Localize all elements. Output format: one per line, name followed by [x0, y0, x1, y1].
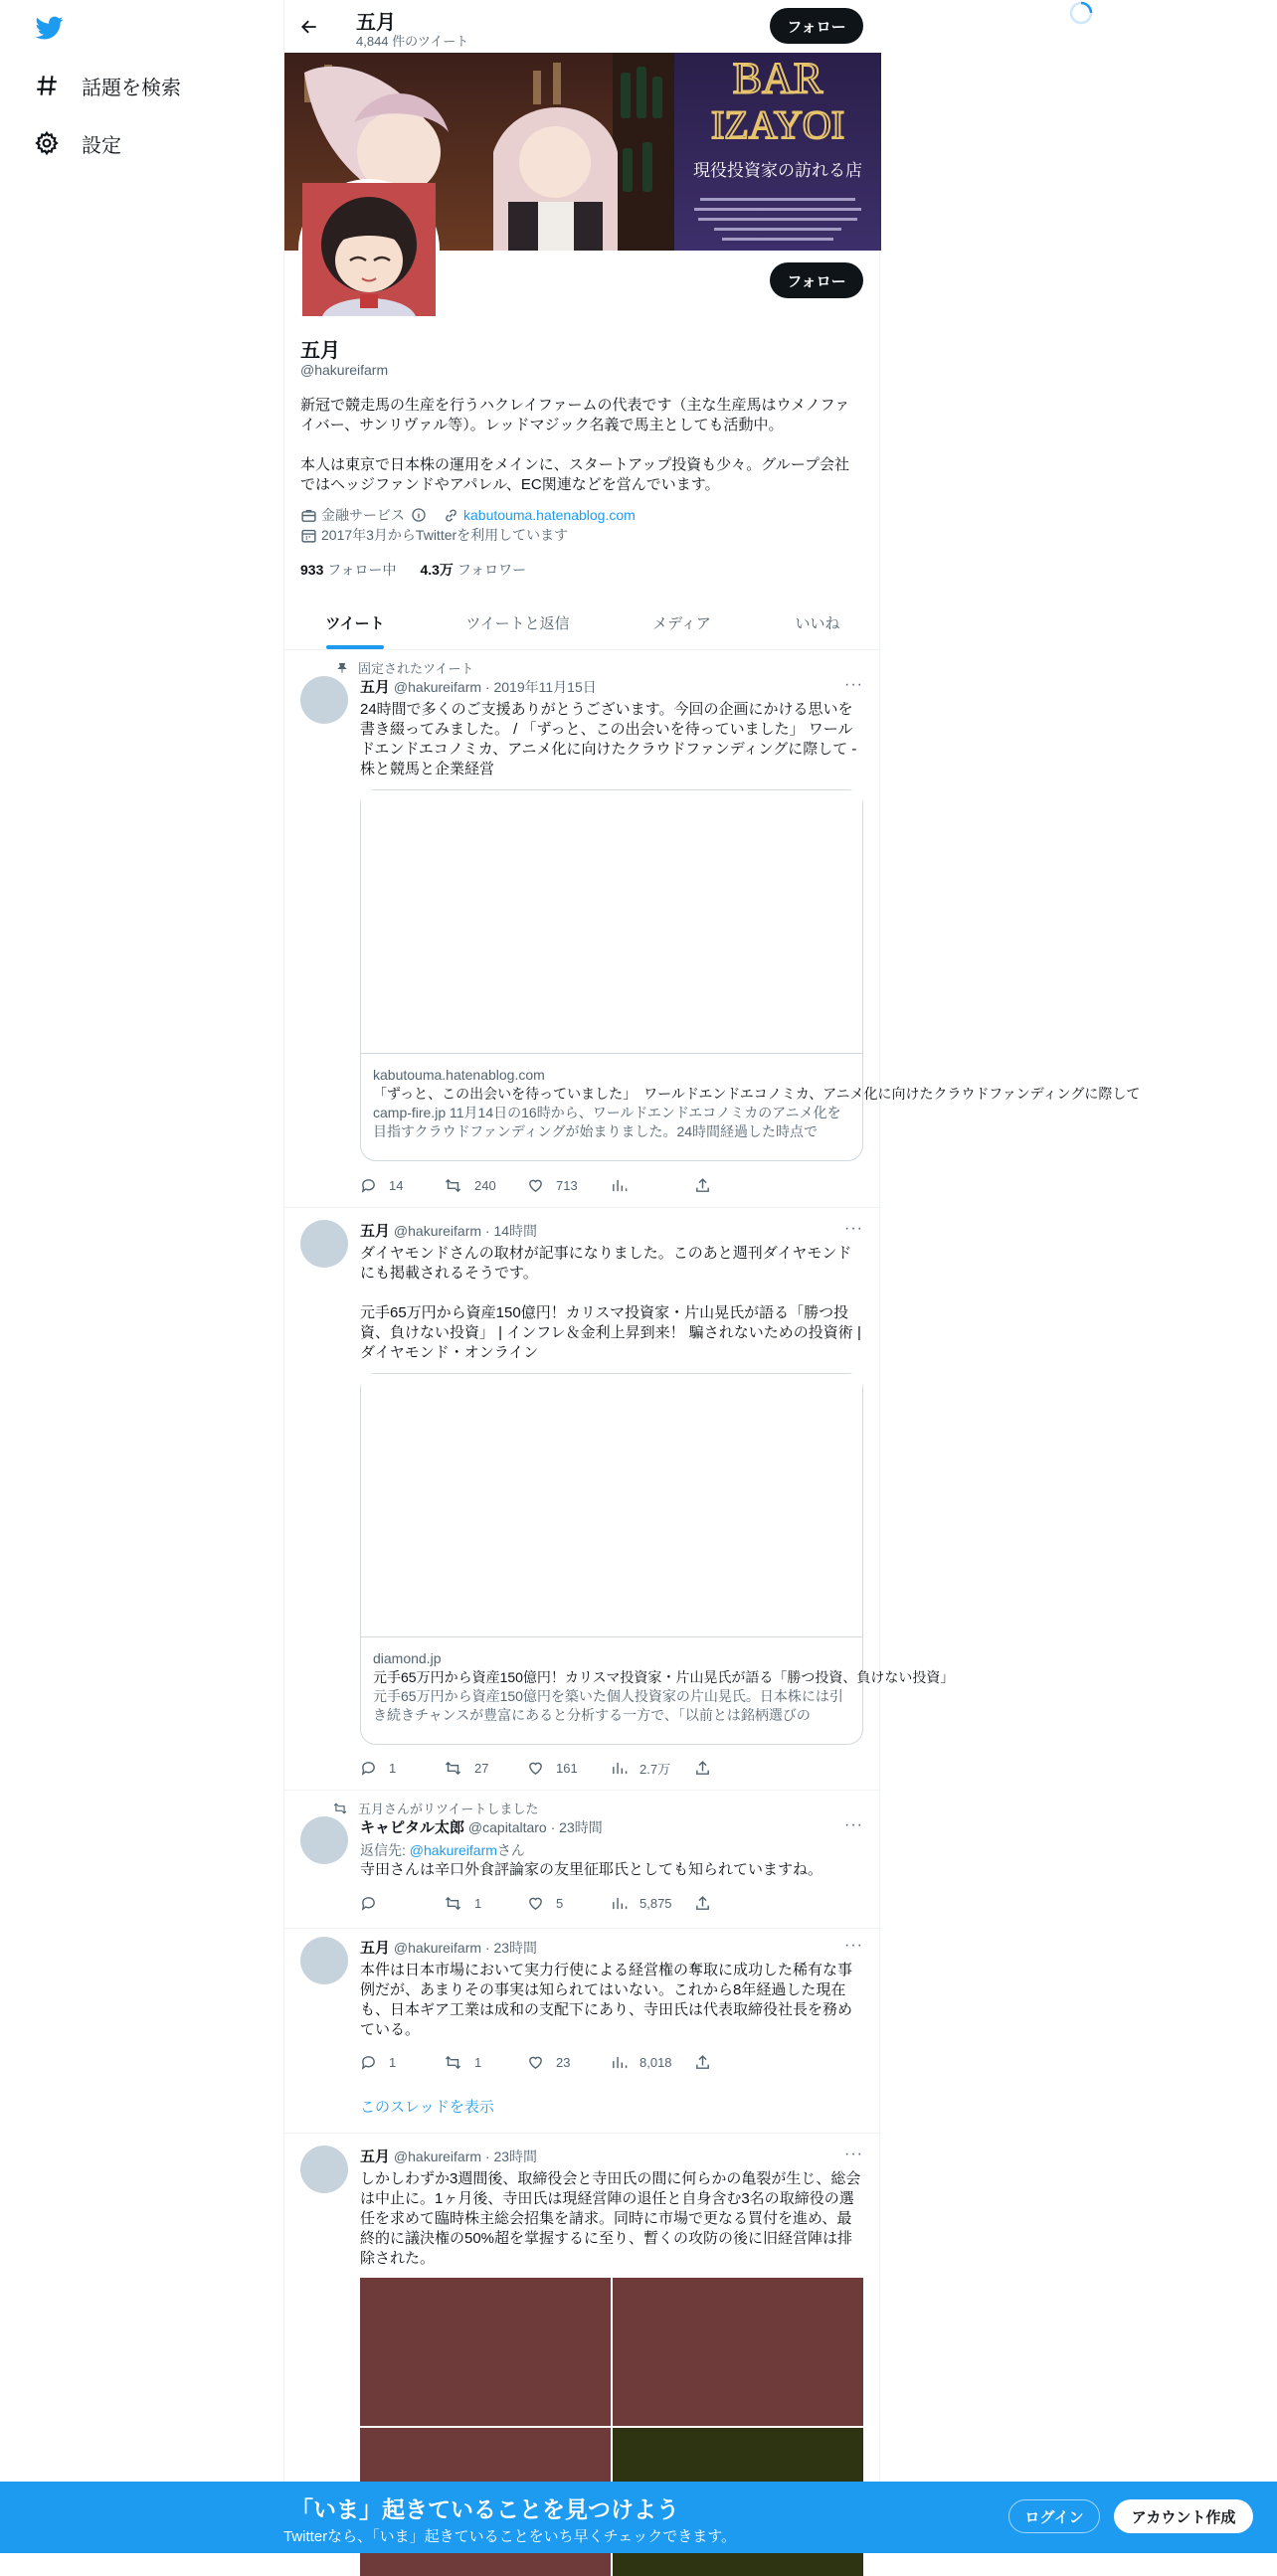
- login-button[interactable]: ログイン: [1008, 2499, 1100, 2533]
- tweet-actions: [360, 2052, 778, 2072]
- link-card-image: [361, 1374, 862, 1637]
- gear-icon: [32, 128, 62, 158]
- tweet-header: [360, 676, 597, 697]
- profile-bio: [300, 396, 863, 515]
- tweet[interactable]: [284, 1929, 881, 2134]
- reply-to-handle[interactable]: @hakureifarm: [409, 1842, 497, 1858]
- share-button[interactable]: [694, 1893, 778, 1913]
- tweet-author-name[interactable]: 五月: [360, 1940, 391, 1957]
- share-button[interactable]: [694, 1175, 778, 1195]
- tweet-avatar[interactable]: [300, 1816, 348, 1864]
- more-options-icon[interactable]: ···: [844, 1816, 863, 1833]
- heart-icon: [527, 1895, 544, 1912]
- retweet-count: 1: [474, 2054, 482, 2070]
- reply-count: 14: [389, 1177, 404, 1193]
- tweet-actions: [360, 1758, 778, 1778]
- profile-stats: [300, 560, 526, 580]
- reply-icon: [360, 1895, 377, 1912]
- tweet-actions: [360, 1893, 778, 1913]
- loading-spinner-icon: [1068, 0, 1094, 26]
- pinned-label: 固定されたツイート: [358, 661, 474, 676]
- analytics-icon: [611, 1895, 628, 1912]
- following-count: 933: [300, 562, 324, 578]
- share-icon: [694, 2054, 711, 2071]
- retweet-icon: [444, 2054, 462, 2071]
- calendar-icon: [300, 527, 317, 544]
- heart-icon: [527, 1177, 544, 1194]
- banner-sign-top: BAR: [732, 54, 823, 102]
- twitter-bird-icon[interactable]: [34, 14, 66, 42]
- reply-button[interactable]: [360, 2052, 444, 2072]
- tweet-retweeted[interactable]: [284, 1791, 881, 1929]
- tweet-header: [360, 1220, 537, 1241]
- tweet-meta[interactable]: @capitaltaro · 23時間: [467, 1819, 603, 1835]
- tweet-author-name[interactable]: 五月: [360, 679, 391, 696]
- profile-avatar[interactable]: [298, 179, 440, 320]
- signup-button[interactable]: アカウント作成: [1114, 2499, 1253, 2533]
- media-image-1[interactable]: [360, 2278, 611, 2426]
- link-card-title: 元手65万円から資産150億円！カリスマ投資家・片山晃氏が語る「勝つ投資、負けない投資」: [373, 1669, 955, 1685]
- retweeted-by-label[interactable]: 五月さんがリツイートしました: [358, 1802, 539, 1816]
- reply-icon: [360, 2054, 377, 2071]
- link-card[interactable]: [360, 789, 1141, 1161]
- retweet-count: 1: [474, 1895, 482, 1911]
- pinned-label-row: [332, 658, 473, 677]
- reply-button[interactable]: [360, 1175, 444, 1195]
- tweet-text-line-1: ダイヤモンドさんの取材が記事になりました。このあと週刊ダイヤモンドにも掲載されるそうです。: [360, 1245, 852, 1282]
- tweet-text: 本件は日本市場において実力行使による経営権の奪取に成功した稀有な事例だが、あまりその事実は知られてはいない。これから8年経過した現在も、日本ギア工業は成和の支配下にあり、寺田氏は代表取締役社長を務めている。: [360, 1962, 853, 2038]
- retweet-button[interactable]: [444, 1893, 527, 1913]
- share-icon: [694, 1760, 711, 1777]
- link-card-image: [361, 790, 862, 1054]
- like-button[interactable]: [527, 2052, 611, 2072]
- reply-count: 1: [389, 1760, 397, 1776]
- like-button[interactable]: [527, 1893, 611, 1913]
- tweet-avatar[interactable]: [300, 2146, 348, 2193]
- profile-handle: @hakureifarm: [300, 362, 389, 378]
- briefcase-icon: [300, 507, 317, 524]
- active-tab-indicator: [326, 645, 384, 649]
- tweet-meta[interactable]: @hakureifarm · 2019年11月15日: [393, 679, 597, 695]
- pin-icon: [332, 661, 348, 675]
- profile-header-bar: [284, 0, 881, 53]
- profile-follow-button[interactable]: フォロー: [770, 262, 863, 298]
- tweet-meta[interactable]: @hakureifarm · 14時間: [393, 1223, 538, 1239]
- views-button[interactable]: [611, 1175, 694, 1195]
- reply-to-row: [360, 1840, 525, 1860]
- tab-likes[interactable]: [754, 597, 881, 649]
- share-icon: [694, 1177, 711, 1194]
- retweet-button[interactable]: [444, 2052, 527, 2072]
- tweet-meta[interactable]: @hakureifarm · 23時間: [393, 2148, 538, 2164]
- profile-joined-row: [300, 525, 568, 545]
- banner-sign-subtitle: 現役投資家の訪れる店: [693, 161, 862, 181]
- views-button[interactable]: [611, 1893, 694, 1913]
- tweet-meta[interactable]: @hakureifarm · 23時間: [393, 1940, 538, 1956]
- profile-joined: 2017年3月からTwitterを利用しています: [321, 527, 569, 543]
- following-label: フォロー中: [327, 562, 397, 578]
- nav-settings[interactable]: [32, 123, 121, 163]
- link-icon: [443, 507, 459, 524]
- views-count: 2.7万: [639, 1761, 671, 1777]
- profile-name: 五月: [300, 340, 340, 362]
- tab-tweets-and-replies-label: ツイートと返信: [465, 615, 570, 632]
- bio-paragraph-1: 新冠で競走馬の生産を行うハクレイファームの代表です（主な生産馬はウメノファイバー、サンリヴァル等）。レッドマジック名義で馬主としても活動中。: [300, 397, 850, 433]
- signup-banner-subtitle: Twitterなら、「いま」起きていることをいち早くチェックできます。: [283, 2528, 737, 2545]
- tweet-author-name[interactable]: キャピタル太郎: [360, 1819, 465, 1836]
- tweet-header: [360, 2146, 537, 2166]
- views-button[interactable]: [611, 1758, 694, 1778]
- nav-explore[interactable]: [32, 66, 181, 105]
- followers-count: 4.3万: [420, 562, 454, 578]
- tweet-actions: [360, 1175, 778, 1195]
- views-count: 5,875: [639, 1895, 672, 1911]
- share-button[interactable]: [694, 2052, 778, 2072]
- nav-explore-label: 話題を検索: [82, 77, 181, 99]
- tweet-text: [360, 1244, 865, 1383]
- more-options-icon[interactable]: ···: [844, 676, 863, 693]
- like-count: 23: [556, 2054, 571, 2070]
- reply-to-prefix: 返信先:: [360, 1842, 410, 1858]
- tweet-text: 24時間で多くのご支援ありがとうございます。今回の企画にかける思いを書き綴ってみました。 / 「ずっと、この出会いを待っていました」 ワールドエンドエコノミカ、アニメ化に向けたクラウドファンディングに際して - 株と競馬と企業経営: [360, 701, 857, 777]
- retweet-button[interactable]: [444, 1758, 527, 1778]
- like-button[interactable]: [527, 1758, 611, 1778]
- banner-sign-name: IZAYOI: [710, 102, 845, 147]
- media-image-2[interactable]: [613, 2278, 863, 2426]
- show-thread-link[interactable]: このスレッドを表示: [360, 2099, 494, 2116]
- tweet-avatar[interactable]: [300, 676, 348, 724]
- reply-button[interactable]: [360, 1758, 444, 1778]
- info-icon[interactable]: [411, 507, 427, 523]
- share-icon: [694, 1895, 711, 1912]
- views-count: 8,018: [639, 2054, 672, 2070]
- like-button[interactable]: [527, 1175, 611, 1195]
- followers-stat[interactable]: [420, 562, 526, 578]
- profile-website-link[interactable]: kabutouma.hatenablog.com: [463, 507, 636, 523]
- nav-settings-label: 設定: [82, 134, 121, 157]
- views-button[interactable]: [611, 2052, 694, 2072]
- tweet-text: しかしわずか3週間後、取締役会と寺田氏の間に何らかの亀裂が生じ、総会は中止に。1ヶ月後、寺田氏は現経営陣の退任と自身含む3名の取締役の選任を求めて臨時株主総会招集を請求。同時に市場で更なる買付を進め、最終的に議決権の50%超を掌握するに至り、暫くの攻防の後に旧経営陣は排除された。: [360, 2170, 861, 2267]
- retweet-icon: [332, 1802, 348, 1815]
- retweet-icon: [444, 1177, 462, 1194]
- link-card-domain: kabutouma.hatenablog.com: [373, 1067, 545, 1083]
- link-card-title: 「ずっと、この出会いを待っていました」 ワールドエンドエコノミカ、アニメ化に向けたクラウドファンディングに際して: [373, 1086, 1141, 1102]
- analytics-icon: [611, 2054, 628, 2071]
- retweet-icon: [444, 1760, 462, 1777]
- back-arrow-icon[interactable]: [294, 12, 324, 42]
- tweet-author-name[interactable]: 五月: [360, 2148, 391, 2165]
- tweet-author-name[interactable]: 五月: [360, 1223, 391, 1240]
- link-card[interactable]: [360, 1373, 955, 1745]
- analytics-icon: [611, 1177, 628, 1194]
- retweet-count: 27: [474, 1760, 489, 1776]
- tweet-header: [360, 1937, 537, 1958]
- tweet-text: 寺田さんは辛口外食評論家の友里征耶氏としても知られていますね。: [360, 1861, 823, 1878]
- tab-tweets-label: ツイート: [325, 615, 385, 632]
- like-count: 161: [556, 1760, 578, 1776]
- profile-tabs: [284, 597, 881, 650]
- analytics-icon: [611, 1760, 628, 1777]
- tab-tweets-and-replies[interactable]: [426, 597, 610, 649]
- profile-meta-row: [300, 505, 636, 525]
- like-count: 713: [556, 1177, 578, 1193]
- reply-to-suffix: さん: [496, 1842, 525, 1858]
- reply-icon: [360, 1760, 377, 1777]
- like-count: 5: [556, 1895, 564, 1911]
- retweet-count: 240: [474, 1177, 496, 1193]
- tweet[interactable]: [284, 1208, 955, 1791]
- reply-count: 1: [389, 2054, 397, 2070]
- retweet-button[interactable]: [444, 1175, 527, 1195]
- tab-media[interactable]: [610, 597, 754, 649]
- retweet-icon: [444, 1895, 462, 1912]
- tab-likes-label: いいね: [795, 615, 840, 632]
- tweet-avatar[interactable]: [300, 1937, 348, 1984]
- heart-icon: [527, 2054, 544, 2071]
- tweet-text-line-2: 元手65万円から資産150億円！カリスマ投資家・片山晃氏が語る「勝つ投資、負けない投資」 | インフレ＆金利上昇到来！ 騙されないための投資術 | ダイヤモンド・オンライン: [360, 1304, 861, 1361]
- retweeted-by-row: [332, 1799, 538, 1817]
- header-follow-button[interactable]: フォロー: [770, 8, 863, 44]
- header-name: 五月: [356, 12, 396, 34]
- bio-paragraph-2: 本人は東京で日本株の運用をメインに、スタートアップ投資も少々。グループ会社ではヘッジファンドやアパレル、EC関連などを営んでいます。: [300, 456, 850, 493]
- tab-tweets[interactable]: [284, 597, 426, 649]
- tab-media-label: メディア: [652, 615, 711, 632]
- hashtag-icon: [32, 71, 62, 100]
- more-options-icon[interactable]: ···: [844, 2146, 863, 2162]
- followers-label: フォロワー: [456, 562, 527, 578]
- following-stat[interactable]: [300, 562, 397, 578]
- share-button[interactable]: [694, 1758, 778, 1778]
- heart-icon: [527, 1760, 544, 1777]
- more-options-icon[interactable]: ···: [844, 1937, 863, 1954]
- signup-banner: [0, 2482, 1277, 2553]
- header-tweet-count: 4,844 件のツイート: [356, 34, 469, 49]
- reply-button[interactable]: [360, 1893, 444, 1913]
- link-card-description: camp-fire.jp 11月14日の16時から、ワールドエンドエコノミカのアニメ化を目指すクラウドファンディングが始まりました。24時間経過した時点で: [373, 1105, 841, 1139]
- tweet-avatar[interactable]: [300, 1220, 348, 1268]
- link-card-domain: diamond.jp: [373, 1650, 442, 1666]
- link-card-description: 元手65万円から資産150億円を築いた個人投資家の片山晃氏。日本株には引き続きチャンスが豊富にあると分析する一方で、「以前とは銘柄選びの: [373, 1688, 843, 1723]
- tweet-header: [360, 1816, 603, 1837]
- reply-icon: [360, 1177, 377, 1194]
- tweet-pinned[interactable]: [284, 650, 1141, 1208]
- signup-banner-title: 「いま」起きていることを見つけよう: [290, 2496, 679, 2522]
- profile-category: 金融サービス: [321, 507, 405, 523]
- more-options-icon[interactable]: ···: [844, 1220, 863, 1237]
